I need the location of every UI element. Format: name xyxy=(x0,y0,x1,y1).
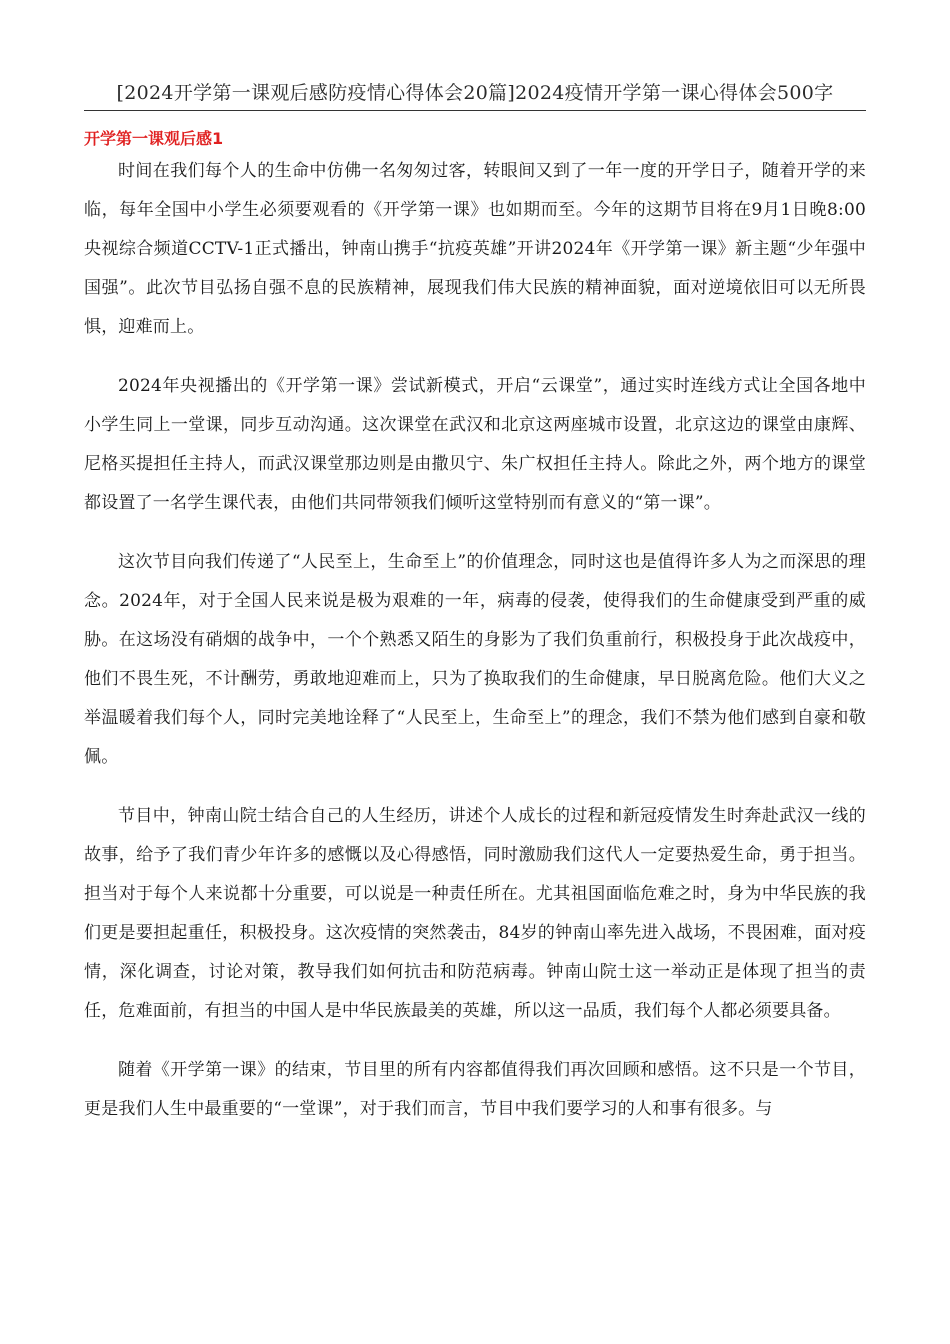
document-header: [2024开学第一课观后感防疫情心得体会20篇]2024疫情开学第一课心得体会500字 xyxy=(116,82,834,104)
header-divider xyxy=(84,110,866,111)
paragraph: 节目中，钟南山院士结合自己的人生经历，讲述个人成长的过程和新冠疫情发生时奔赴武汉一线的故事，给予了我们青少年许多的感慨以及心得感悟，同时激励我们这代人一定要热爱生命，勇于担当。担当对于每个人来说都十分重要，可以说是一种责任所在。尤其祖国面临危难之时，身为中华民族的我们更是要担起重任，积极投身。这次疫情的突然袭击，84岁的钟南山率先进入战场，不畏困难，面对疫情，深化调查，讨论对策，教导我们如何抗击和防范病毒。钟南山院士这一举动正是体现了担当的责任，危难面前，有担当的中国人是中华民族最美的英雄，所以这一品质，我们每个人都必须要具备。 xyxy=(84,806,866,1021)
article-body xyxy=(84,152,866,1149)
paragraph: 2024年央视播出的《开学第一课》尝试新模式，开启“云课堂”，通过实时连线方式让全国各地中小学生同上一堂课，同步互动沟通。这次课堂在武汉和北京这两座城市设置，北京这边的课堂由康辉、尼格买提担任主持人，而武汉课堂那边则是由撒贝宁、朱广权担任主持人。除此之外，两个地方的课堂都设置了一名学生课代表，由他们共同带领我们倾听这堂特别而有意义的“第一课”。 xyxy=(84,376,866,513)
paragraph: 随着《开学第一课》的结束，节目里的所有内容都值得我们再次回顾和感悟。这不只是一个节目，更是我们人生中最重要的“一堂课”，对于我们而言，节目中我们要学习的人和事有很多。与 xyxy=(84,1060,866,1119)
section-title: 开学第一课观后感1 xyxy=(84,129,224,148)
paragraph: 这次节目向我们传递了“人民至上，生命至上”的价值理念，同时这也是值得许多人为之而深思的理念。2024年，对于全国人民来说是极为艰难的一年，病毒的侵袭，使得我们的生命健康受到严重的威胁。在这场没有硝烟的战争中，一个个熟悉又陌生的身影为了我们负重前行，积极投身于此次战疫中，他们不畏生死，不计酬劳，勇敢地迎难而上，只为了换取我们的生命健康，早日脱离危险。他们大义之举温暖着我们每个人，同时完美地诠释了“人民至上，生命至上”的理念，我们不禁为他们感到自豪和敬佩。 xyxy=(84,552,866,767)
paragraph: 时间在我们每个人的生命中仿佛一名匆匆过客，转眼间又到了一年一度的开学日子，随着开学的来临，每年全国中小学生必须要观看的《开学第一课》也如期而至。今年的这期节目将在9月1日晚8:00央视综合频道CCTV-1正式播出，钟南山携手“抗疫英雄”开讲2024年《开学第一课》新主题“少年强中国强”。此次节目弘扬自强不息的民族精神，展现我们伟大民族的精神面貌，面对逆境依旧可以无所畏惧，迎难而上。 xyxy=(84,161,866,337)
